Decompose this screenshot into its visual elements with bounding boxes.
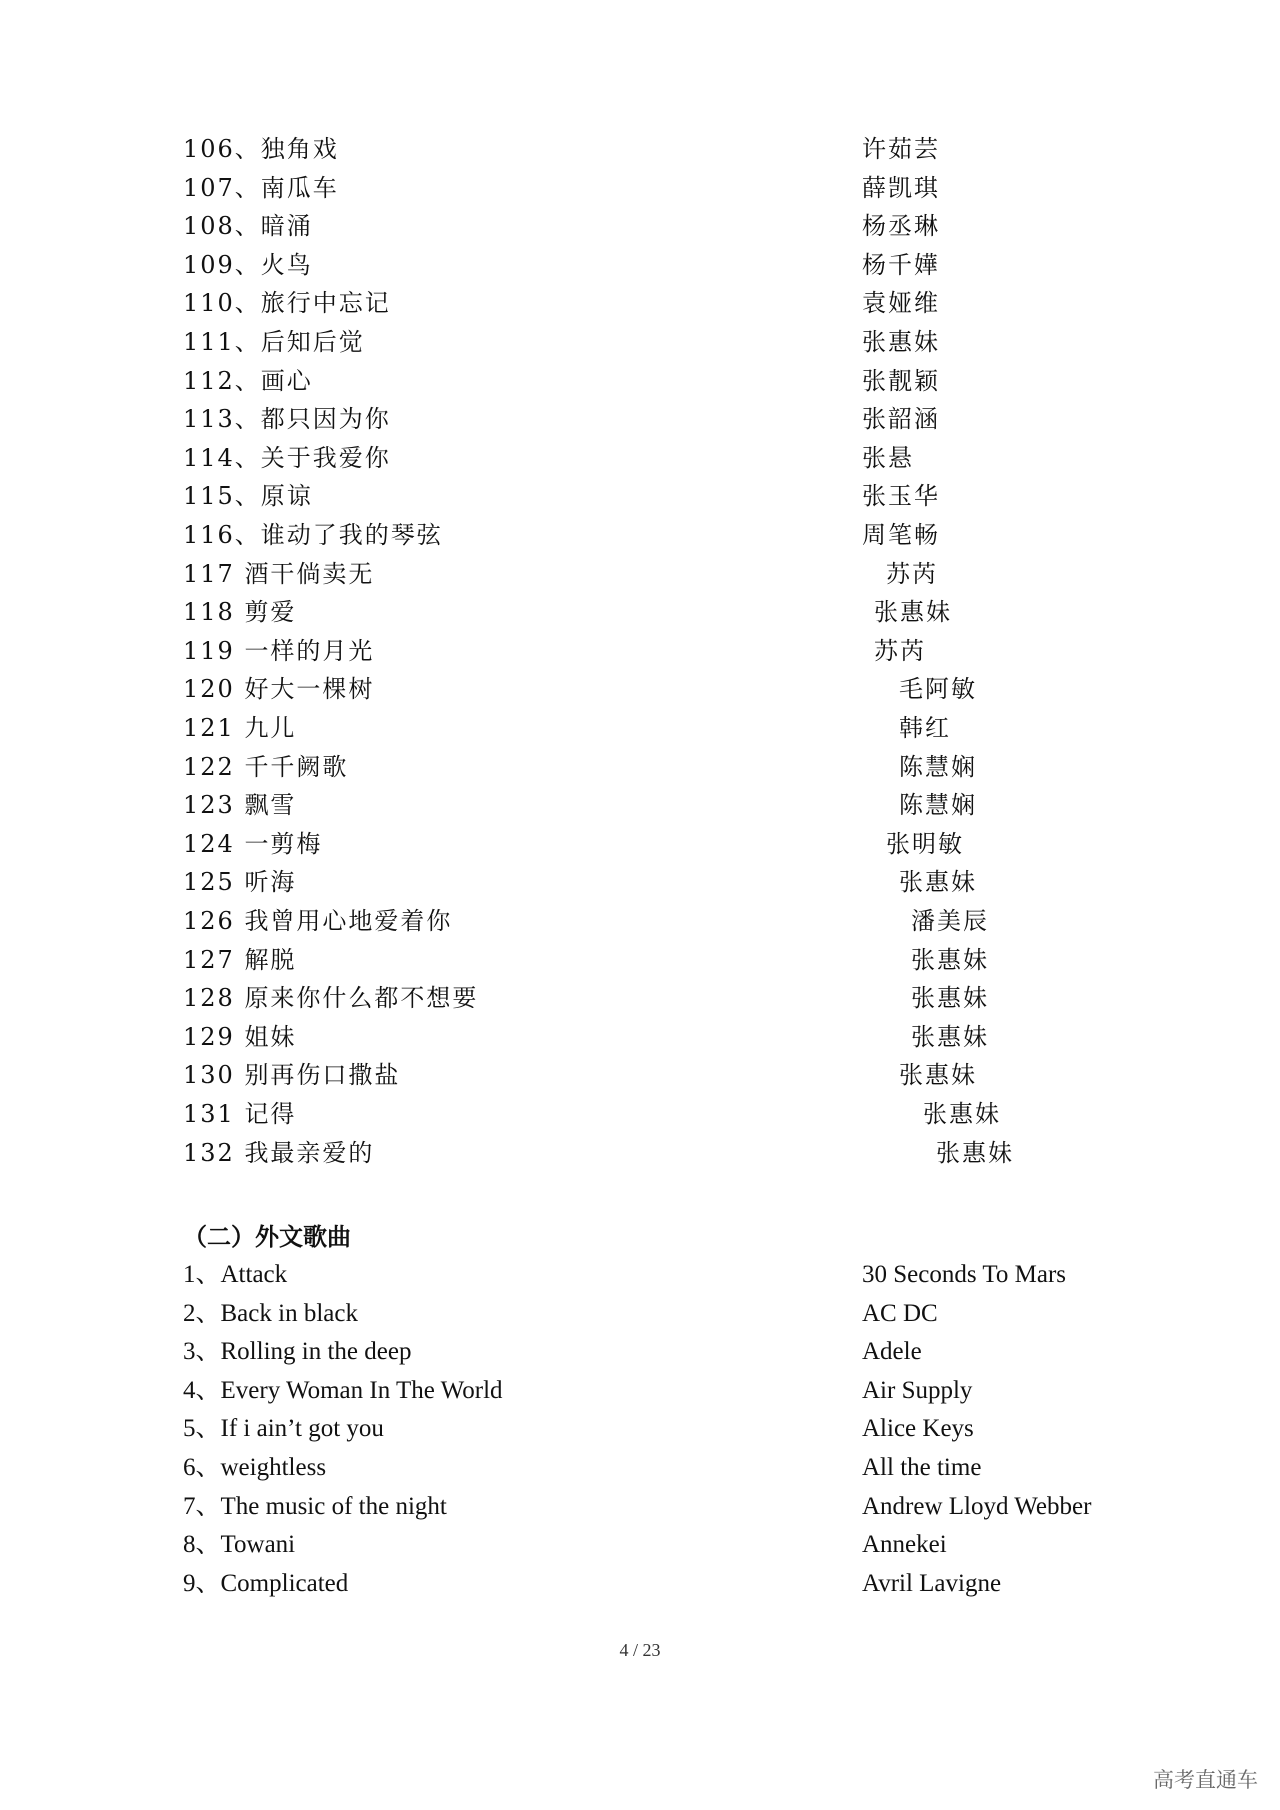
song-row — [0, 439, 1280, 477]
song-artist: 许茹芸 — [862, 135, 940, 163]
song-title: 109、火鸟 — [183, 250, 313, 279]
watermark: 高考直通车 — [1153, 1768, 1258, 1792]
song-row — [0, 362, 1280, 400]
song-title: 128 原来你什么都不想要 — [183, 984, 479, 1013]
song-title: 113、都只因为你 — [183, 405, 391, 434]
song-artist: 张惠妹 — [911, 1022, 989, 1051]
song-artist: 苏芮 — [886, 559, 938, 588]
song-row — [0, 246, 1280, 284]
song-row — [0, 863, 1280, 901]
song-artist: 张惠妹 — [911, 945, 989, 974]
song-title: 116、谁动了我的琴弦 — [183, 521, 443, 549]
song-row — [0, 1449, 1280, 1487]
song-row — [0, 1372, 1280, 1410]
song-artist: Air Supply — [862, 1376, 973, 1404]
song-title: 122 千千阙歌 — [183, 752, 349, 781]
song-title: 3、Rolling in the deep — [183, 1338, 412, 1366]
song-artist: 毛阿敏 — [899, 675, 977, 704]
song-title: 4、Every Woman In The World — [183, 1376, 503, 1404]
song-artist: 韩红 — [899, 714, 951, 742]
song-row — [0, 1295, 1280, 1333]
song-artist: All the time — [862, 1454, 982, 1481]
song-title: 5、If i ain’t got you — [183, 1415, 384, 1443]
song-row — [0, 516, 1280, 554]
song-artist: 张靓颖 — [862, 366, 940, 395]
song-row — [0, 130, 1280, 168]
song-row — [0, 1018, 1280, 1056]
song-artist: 张韶涵 — [862, 405, 940, 434]
song-row — [0, 400, 1280, 438]
song-row — [0, 593, 1280, 631]
song-title: 111、后知后觉 — [183, 328, 365, 356]
song-artist: Annekei — [862, 1531, 947, 1559]
song-artist: 张惠妹 — [874, 598, 952, 627]
song-artist: 张惠妹 — [899, 1061, 977, 1090]
song-artist: 陈慧娴 — [899, 791, 977, 820]
song-artist: 潘美辰 — [911, 907, 989, 935]
song-title: 107、南瓜车 — [183, 173, 339, 202]
song-title: 118 剪爱 — [183, 598, 297, 627]
song-title: 124 一剪梅 — [183, 829, 323, 858]
song-artist: 张惠妹 — [936, 1138, 1014, 1167]
song-row — [0, 1095, 1280, 1133]
song-row — [0, 748, 1280, 786]
song-artist: 张悬 — [862, 443, 914, 472]
song-row — [0, 786, 1280, 824]
song-title: 119 一样的月光 — [183, 636, 375, 665]
song-row — [0, 169, 1280, 207]
song-title: 115、原谅 — [183, 482, 313, 511]
song-title: 2、Back in black — [183, 1299, 358, 1327]
song-title: 125 听海 — [183, 868, 297, 897]
song-title: 127 解脱 — [183, 945, 297, 974]
song-title: 121 九儿 — [183, 714, 297, 742]
song-artist: Adele — [862, 1338, 922, 1366]
song-row — [0, 709, 1280, 747]
song-title: 117 酒干倘卖无 — [183, 559, 375, 588]
song-artist: 杨千嬅 — [862, 250, 940, 279]
song-row — [0, 1565, 1280, 1603]
song-artist: 张惠妹 — [899, 868, 977, 897]
song-title: 114、关于我爱你 — [183, 443, 391, 472]
song-row — [0, 555, 1280, 593]
section-heading: （二）外文歌曲 — [183, 1222, 351, 1251]
song-row — [0, 1333, 1280, 1371]
song-artist: Alice Keys — [862, 1415, 974, 1443]
page-number: 4 / 23 — [619, 1640, 661, 1660]
song-row — [0, 1410, 1280, 1448]
song-title: 129 姐妹 — [183, 1022, 297, 1051]
song-title: 9、Complicated — [183, 1569, 349, 1597]
song-title: 108、暗涌 — [183, 212, 313, 241]
song-artist: 袁娅维 — [862, 289, 940, 318]
song-title: 120 好大一棵树 — [183, 675, 375, 704]
song-artist: 30 Seconds To Mars — [862, 1261, 1067, 1288]
song-artist: 薛凯琪 — [862, 173, 940, 202]
song-row — [0, 979, 1280, 1017]
song-title: 6、weightless — [183, 1454, 327, 1481]
song-row — [0, 323, 1280, 361]
song-title: 132 我最亲爱的 — [183, 1138, 375, 1167]
song-artist: 张玉华 — [862, 482, 940, 511]
song-artist: 杨丞琳 — [862, 212, 940, 241]
song-title: 8、Towani — [183, 1531, 296, 1559]
song-row — [0, 902, 1280, 940]
song-artist: 张惠妹 — [862, 328, 940, 356]
song-row — [0, 207, 1280, 245]
song-artist: 周笔畅 — [862, 521, 940, 549]
song-title: 110、旅行中忘记 — [183, 289, 391, 318]
song-row — [0, 825, 1280, 863]
song-artist: 张惠妹 — [911, 984, 989, 1013]
song-artist: AC DC — [862, 1299, 938, 1327]
song-row — [0, 632, 1280, 670]
song-row — [0, 1526, 1280, 1564]
song-row — [0, 1056, 1280, 1094]
song-title: 126 我曾用心地爱着你 — [183, 907, 453, 935]
song-title: 131 记得 — [183, 1100, 297, 1128]
song-row — [0, 1134, 1280, 1172]
song-row — [0, 941, 1280, 979]
song-title: 130 别再伤口撒盐 — [183, 1061, 401, 1090]
song-title: 106、独角戏 — [183, 135, 339, 163]
song-title: 7、The music of the night — [183, 1492, 447, 1520]
song-title: 112、画心 — [183, 366, 313, 395]
song-row — [0, 477, 1280, 515]
song-row — [0, 284, 1280, 322]
song-row — [0, 670, 1280, 708]
song-row — [0, 1488, 1280, 1526]
song-artist: 陈慧娴 — [899, 752, 977, 781]
song-title: 1、Attack — [183, 1261, 288, 1288]
song-row — [0, 1256, 1280, 1294]
song-artist: 张惠妹 — [923, 1100, 1001, 1128]
song-artist: 苏芮 — [874, 636, 926, 665]
song-title: 123 飘雪 — [183, 791, 297, 820]
song-artist: Andrew Lloyd Webber — [862, 1492, 1092, 1520]
song-artist: Avril Lavigne — [862, 1569, 1002, 1597]
song-artist: 张明敏 — [886, 829, 964, 858]
